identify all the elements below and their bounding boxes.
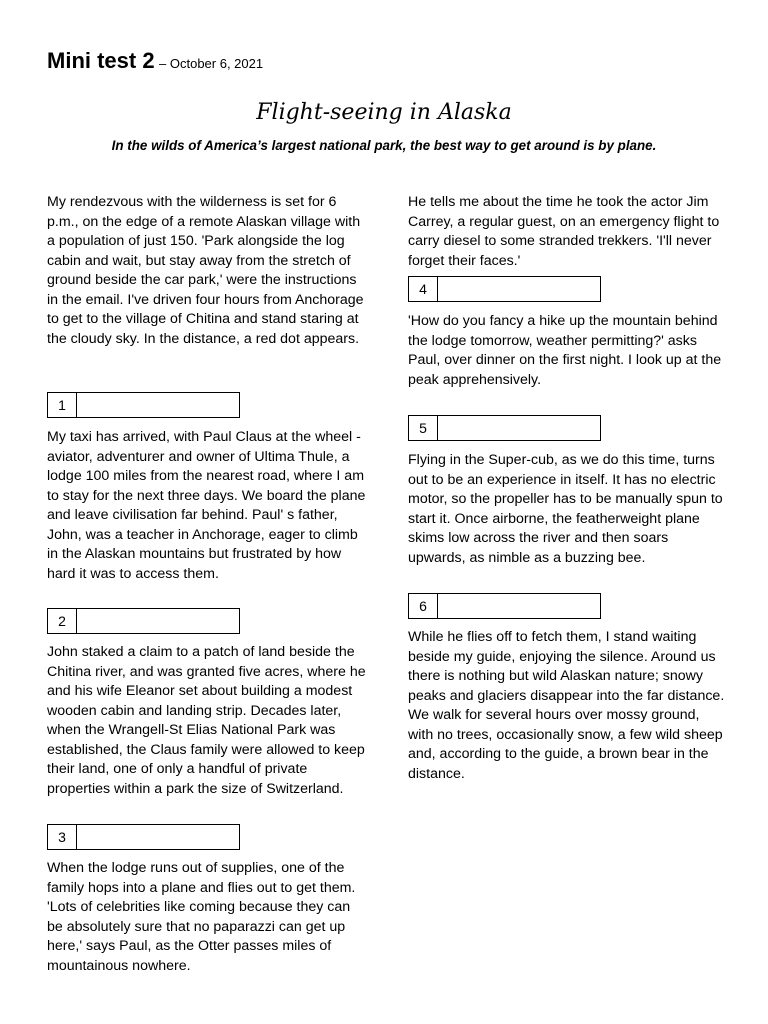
gap-box-5[interactable]: [408, 415, 601, 441]
gap-box-6[interactable]: [408, 593, 601, 619]
paragraph-3: John staked a claim to a patch of land beside the Chitina river, and was granted five acres, where he and his wife Eleanor set about building a modest wooden cabin and landing strip. Decades later, when the Wrangell-St Elias National Park was established, the Claus family were allowed to keep their land, one of only a handful of private properties within a park the size of Switzerland.: [47, 644, 366, 797]
test-date: – October 6, 2021: [159, 56, 264, 71]
gap-box-3[interactable]: [47, 824, 240, 850]
paragraph-1: My rendezvous with the wilderness is set for 6 p.m., on the edge of a remote Alaskan village with a population of just 150. 'Park alongside the log cabin and wait, but stay away from the stretch of ground beside the car park,' were the instructions in the email. I've driven four hours from Anchorage to get to the village of Chitina and stand staring at the cloudy sky. In the distance, a red dot appears.: [47, 194, 364, 347]
paragraph-2: My taxi has arrived, with Paul Claus at the wheel - aviator, adventurer and owner of Ultima Thule, a lodge 100 miles from the nearest road, where I am to stay for the next three days. We board the plane and leave civilisation far behind. Paul' s father, John, was a teacher in Anchorage, eager to climb in the Alaskan mountains but frustrated by how hard it was to access them.: [47, 429, 366, 582]
paragraph-8: While he flies off to fetch them, I stand waiting beside my guide, enjoying the silence. Around us there is nothing but wild Alaskan nature; snowy peaks and glaciers disappear into the far distance. We walk for several hours over mossy ground, with no trees, occasionally snow, a few wild sheep and, according to the guide, a brown bear in the distance.: [408, 629, 725, 782]
paragraph-7: Flying in the Super-cub, as we do this time, turns out to be an experience in itself. It has no electric motor, so the propeller has to be manually spun to start it. Once airborne, the featherweight plane skims low across the river and then soars upwards, as nimble as a buzzing bee.: [408, 452, 723, 566]
gap-answer-5[interactable]: [438, 416, 600, 440]
gap-box-1[interactable]: [47, 392, 240, 418]
paragraph-4: When the lodge runs out of supplies, one of the family hops into a plane and flies out to get them. 'Lots of celebrities like coming because they can be absolutely sure that no paparazzi can get up here,' says Paul, as the Otter passes miles of mountainous nowhere.: [47, 860, 356, 974]
gap-number-4: 4: [409, 277, 438, 301]
gap-number-2: 2: [48, 609, 77, 633]
gap-box-4[interactable]: [408, 276, 601, 302]
test-header: [47, 48, 263, 74]
gap-answer-1[interactable]: [77, 393, 239, 417]
gap-number-1: 1: [48, 393, 77, 417]
gap-box-2[interactable]: [47, 608, 240, 634]
paragraph-5: He tells me about the time he took the actor Jim Carrey, a regular guest, on an emergency flight to carry diesel to some stranded trekkers. 'I'll never forget their faces.': [408, 194, 720, 269]
article-title: Flight-seeing in Alaska: [256, 100, 512, 125]
gap-number-5: 5: [409, 416, 438, 440]
article-subtitle: In the wilds of America’s largest national park, the best way to get around is by plane.: [111, 138, 657, 153]
paragraph-6: 'How do you fancy a hike up the mountain behind the lodge tomorrow, weather permitting?' asks Paul, over dinner on the first night. I look up at the peak apprehensively.: [408, 313, 722, 388]
gap-number-3: 3: [48, 825, 77, 849]
test-title: Mini test 2: [47, 48, 155, 73]
gap-number-6: 6: [409, 594, 438, 618]
gap-answer-6[interactable]: [438, 594, 600, 618]
gap-answer-3[interactable]: [77, 825, 239, 849]
gap-answer-4[interactable]: [438, 277, 600, 301]
gap-answer-2[interactable]: [77, 609, 239, 633]
